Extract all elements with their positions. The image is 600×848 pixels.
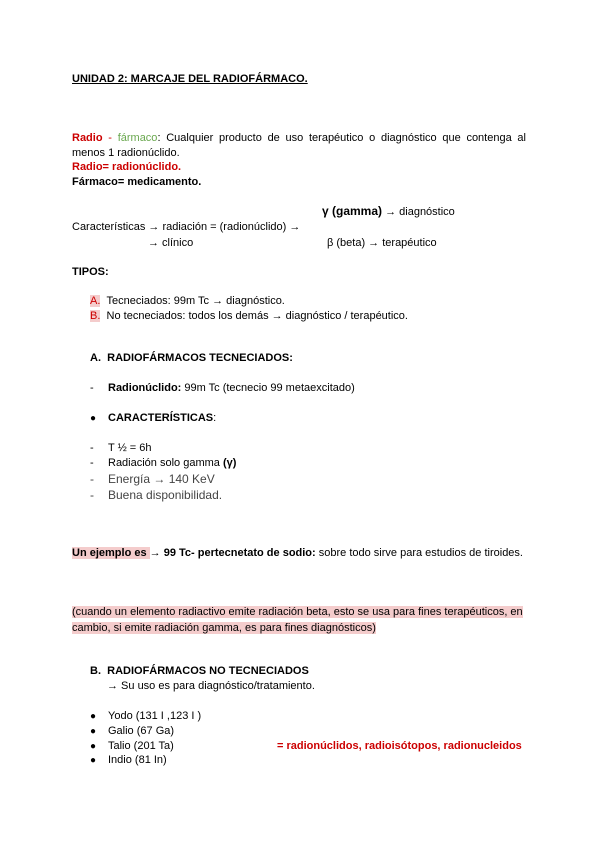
section-a-letter: A.: [90, 352, 101, 364]
example-label: Un ejemplo es: [72, 547, 150, 559]
dash-marker: -: [90, 472, 94, 486]
bullet-marker: ●: [90, 726, 97, 737]
section-b-title: RADIOFÁRMACOS NO TECNECIADOS: [107, 665, 309, 677]
isotope-text: Yodo (131 I ,123 I ): [108, 710, 202, 722]
isotope-item-4: [90, 754, 167, 766]
caract-colon: :: [213, 412, 217, 424]
tipo-letter-b: B.: [90, 310, 101, 322]
def-radio: Radio: [72, 132, 103, 144]
radionuclido-label: Radionúclido:: [108, 382, 182, 394]
isotope-text: Talio (201 Ta): [108, 740, 174, 752]
gamma-symbol: (γ): [219, 457, 237, 469]
caract-item-text: Buena disponibilidad.: [108, 488, 223, 502]
caracteristicas-line: Características → radiación = (radionúclido) →: [72, 221, 301, 233]
tipo-item-b: [90, 310, 408, 322]
note-text: (cuando un elemento radiactivo emite radiación beta, esto se usa para fines terapéuticos, en cambio, si emite radiación gamma, es para fines diagnósticos): [72, 606, 523, 634]
note-paragraph: [72, 605, 530, 636]
farmaco-line: Fármaco= medicamento.: [72, 176, 202, 188]
dash-marker: -: [90, 382, 94, 394]
gamma-arrow: → diagnóstico: [382, 206, 455, 218]
gamma-branch: [322, 204, 455, 218]
caract-item-text: T ½ = 6h: [108, 442, 152, 454]
bullet-marker: ●: [90, 741, 97, 752]
section-b-heading: [90, 665, 309, 677]
gamma-label: γ (gamma): [322, 204, 383, 218]
bullet-marker: ●: [90, 755, 97, 766]
bullet-marker: ●: [90, 413, 97, 424]
dash-marker: -: [90, 442, 94, 454]
isotope-text: Galio (67 Ga): [108, 725, 175, 737]
isotope-text: Indio (81 In): [108, 754, 167, 766]
section-a-title: RADIOFÁRMACOS TECNECIADOS:: [107, 352, 293, 364]
section-a-heading: [90, 352, 293, 364]
example-text: sobre todo sirve para estudios de tiroides.: [315, 547, 523, 559]
caract-item-2: [90, 457, 236, 469]
tipo-item-a: [90, 295, 285, 307]
example-arrow: →: [149, 547, 164, 559]
caract-label: CARACTERÍSTICAS: [108, 412, 214, 424]
radionuclido-line: [90, 382, 355, 394]
clinico-text: → clínico: [148, 237, 194, 249]
dash-marker: -: [90, 457, 94, 469]
example-bold: 99 Tc- pertecnetato de sodio:: [163, 547, 316, 559]
isotope-item-2: [90, 725, 174, 737]
caract-item-4: [90, 488, 222, 502]
section-b-sub: → Su uso es para diagnóstico/tratamiento.: [107, 680, 315, 692]
radionuclido-text: 99m Tc (tecnecio 99 metaexcitado): [181, 382, 355, 394]
tipo-text-b: No tecneciados: todos los demás → diagnóstico / terapéutico.: [106, 310, 408, 322]
tipos-heading: TIPOS:: [72, 266, 109, 278]
def-text: : Cualquier producto de uso terapéutico o diagnóstico que contenga al menos 1 radionúclido.: [72, 132, 526, 159]
caracteristicas-heading: [90, 412, 216, 424]
caract-item-text: Radiación solo gamma: [108, 457, 220, 469]
def-farmaco: fármaco: [117, 132, 158, 144]
definition-paragraph: [72, 131, 526, 161]
radio-line: Radio= radionúclido.: [72, 161, 182, 173]
caract-item-3: [90, 472, 215, 486]
section-b-letter: B.: [90, 665, 101, 677]
isotope-item-1: [90, 710, 201, 722]
caract-item-text: Energía → 140 KeV: [108, 472, 215, 486]
example-paragraph: [72, 546, 526, 561]
page-title: UNIDAD 2: MARCAJE DEL RADIOFÁRMACO.: [72, 73, 308, 85]
dash-marker: -: [90, 488, 94, 502]
tipo-text-a: Tecneciados: 99m Tc → diagnóstico.: [106, 295, 285, 307]
bullet-marker: ●: [90, 711, 97, 722]
isotope-item-3: [90, 740, 174, 752]
caract-item-1: [90, 442, 152, 454]
beta-branch: β (beta) → terapéutico: [327, 237, 437, 249]
tipo-letter-a: A.: [90, 295, 101, 307]
def-dash: -: [102, 132, 118, 144]
isotope-side-note: = radionúclidos, radioisótopos, radionucleidos: [277, 740, 522, 752]
